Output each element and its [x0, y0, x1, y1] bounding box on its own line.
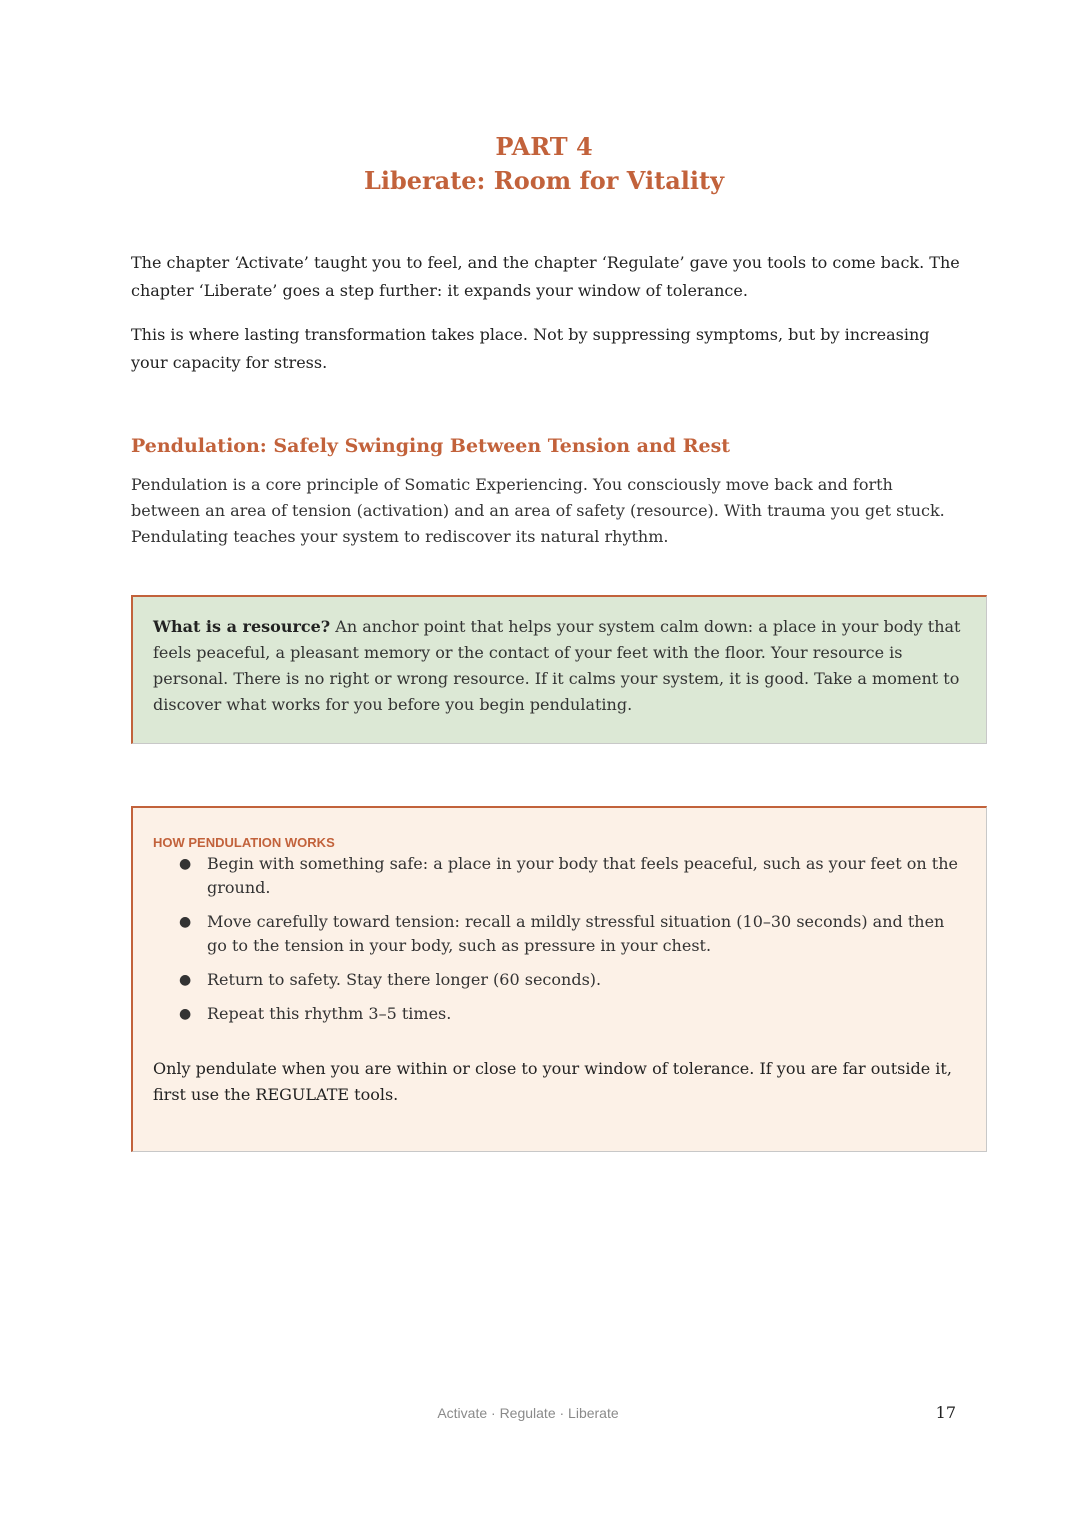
list-item-text: Begin with something safe: a place in your body that feels peaceful, such as your feet on the ground.	[207, 854, 958, 897]
bullet-icon: ●	[179, 1006, 192, 1022]
list-item-text: Repeat this rhythm 3–5 times.	[207, 1004, 452, 1023]
resource-question: What is a resource?	[153, 617, 331, 636]
chapter-title: Liberate: Room for Vitality	[363, 166, 725, 195]
list-item	[179, 910, 966, 958]
list-item	[179, 852, 966, 900]
intro-section	[131, 249, 961, 393]
section-body: Pendulation is a core principle of Somatic Experiencing. You consciously move back and forth between an area of tension (activation) and an area of safety (resource). With trauma you get stuck. Pendulating teaches your system to rediscover its natural rhythm.	[131, 475, 945, 546]
page-number: 17	[935, 1403, 956, 1422]
part-label: PART 4	[495, 132, 593, 161]
resource-callout-box	[131, 595, 987, 744]
list-item	[179, 968, 966, 992]
footer-text: Activate · Regulate · Liberate	[437, 1405, 619, 1421]
bullet-icon: ●	[179, 914, 192, 930]
page-title	[0, 130, 1088, 198]
list-item-text: Return to safety. Stay there longer (60 seconds).	[207, 970, 602, 989]
intro-paragraph: The chapter ‘Activate’ taught you to feel, and the chapter ‘Regulate’ gave you tools to come back. The chapter ‘Liberate’ goes a step further: it expands your window of tolerance.	[131, 253, 960, 300]
list-item	[179, 1002, 966, 1026]
how-pendulation-box	[131, 806, 987, 1152]
intro-paragraph: This is where lasting transformation takes place. Not by suppressing symptoms, but by increasing your capacity for stress.	[131, 325, 930, 372]
bullet-icon: ●	[179, 856, 192, 872]
resource-text: An anchor point that helps your system calm down: a place in your body that feels peaceful, a pleasant memory or the contact of your feet with the floor. Your resource is personal. There is no right or wrong resource. If it calms your system, it is good. Take a moment to discover what works for you before you begin pendulating.	[153, 617, 961, 714]
list-item-text: Move carefully toward tension: recall a mildly stressful situation (10–30 seconds) and then go to the tension in your body, such as pressure in your chest.	[207, 912, 945, 955]
how-list	[153, 852, 966, 1026]
bullet-icon: ●	[179, 972, 192, 988]
how-note: Only pendulate when you are within or close to your window of tolerance. If you are far outside it, first use the REGULATE tools.	[153, 1059, 952, 1104]
how-label: HOW PENDULATION WORKS	[153, 835, 335, 850]
section-heading: Pendulation: Safely Swinging Between Tension and Rest	[131, 435, 731, 457]
